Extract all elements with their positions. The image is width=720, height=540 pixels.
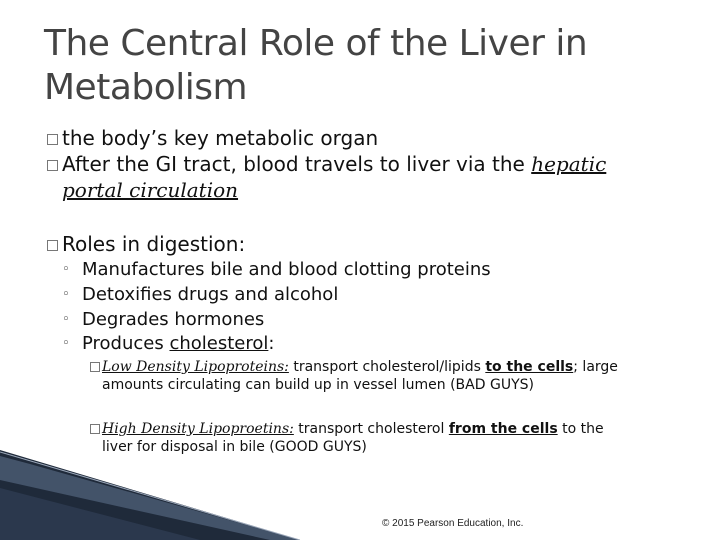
decorative-swoosh-graphic [0, 440, 300, 540]
hdl-emphasis: from the cells [448, 421, 558, 437]
role-item: Detoxifies drugs and alcohol [82, 284, 339, 305]
bullet-box-icon [47, 134, 58, 145]
hepatic-term: hepatic [531, 152, 607, 176]
ldl-text-2: ; large [573, 359, 618, 375]
checkbox-square-icon [90, 424, 100, 434]
ldl-line-2: amounts circulating can build up in vessel lumen (BAD GUYS) [102, 377, 534, 393]
checkbox-square-icon [90, 362, 100, 372]
portal-circulation-term: portal circulation [62, 178, 239, 202]
hdl-term: High Density Lipoproetins: [102, 421, 294, 437]
circle-bullet-icon: ◦ [62, 287, 70, 302]
roles-heading: Roles in digestion: [62, 232, 246, 256]
slide-title-line-1: The Central Role of the Liver in [44, 23, 588, 64]
cholesterol-prefix: Produces [82, 333, 170, 354]
hdl-line-2: liver for disposal in bile (GOOD GUYS) [102, 439, 367, 455]
cholesterol-suffix: : [268, 333, 275, 354]
copyright-notice: © 2015 Pearson Education, Inc. [382, 518, 524, 529]
ldl-text-1: transport cholesterol/lipids [288, 359, 486, 375]
slide-title-line-2: Metabolism [44, 67, 248, 108]
slide-title [44, 22, 684, 110]
role-item-cholesterol [82, 332, 274, 356]
role-item: Manufactures bile and blood clotting proteins [82, 259, 491, 280]
bullet-text-gi-tract [62, 152, 606, 176]
hdl-line-1 [90, 420, 604, 438]
circle-bullet-icon: ◦ [62, 312, 70, 327]
ldl-line-1 [90, 358, 618, 376]
role-item: Degrades hormones [82, 309, 265, 330]
bullet-box-icon [47, 240, 58, 251]
circle-bullet-icon: ◦ [62, 262, 70, 277]
bullet-text-portal [62, 178, 238, 202]
ldl-term: Low Density Lipoproteins: [102, 359, 289, 375]
bullet-text-gi-tract-main: After the GI tract, blood travels to liver via the [62, 152, 532, 176]
hdl-text-1: transport cholesterol [293, 421, 449, 437]
cholesterol-word: cholesterol [169, 333, 269, 354]
circle-bullet-icon: ◦ [62, 336, 70, 351]
ldl-emphasis: to the cells [485, 359, 574, 375]
hdl-text-2: to the [557, 421, 604, 437]
bullet-text-key-organ: the body’s key metabolic organ [62, 126, 379, 150]
bullet-box-icon [47, 160, 58, 171]
